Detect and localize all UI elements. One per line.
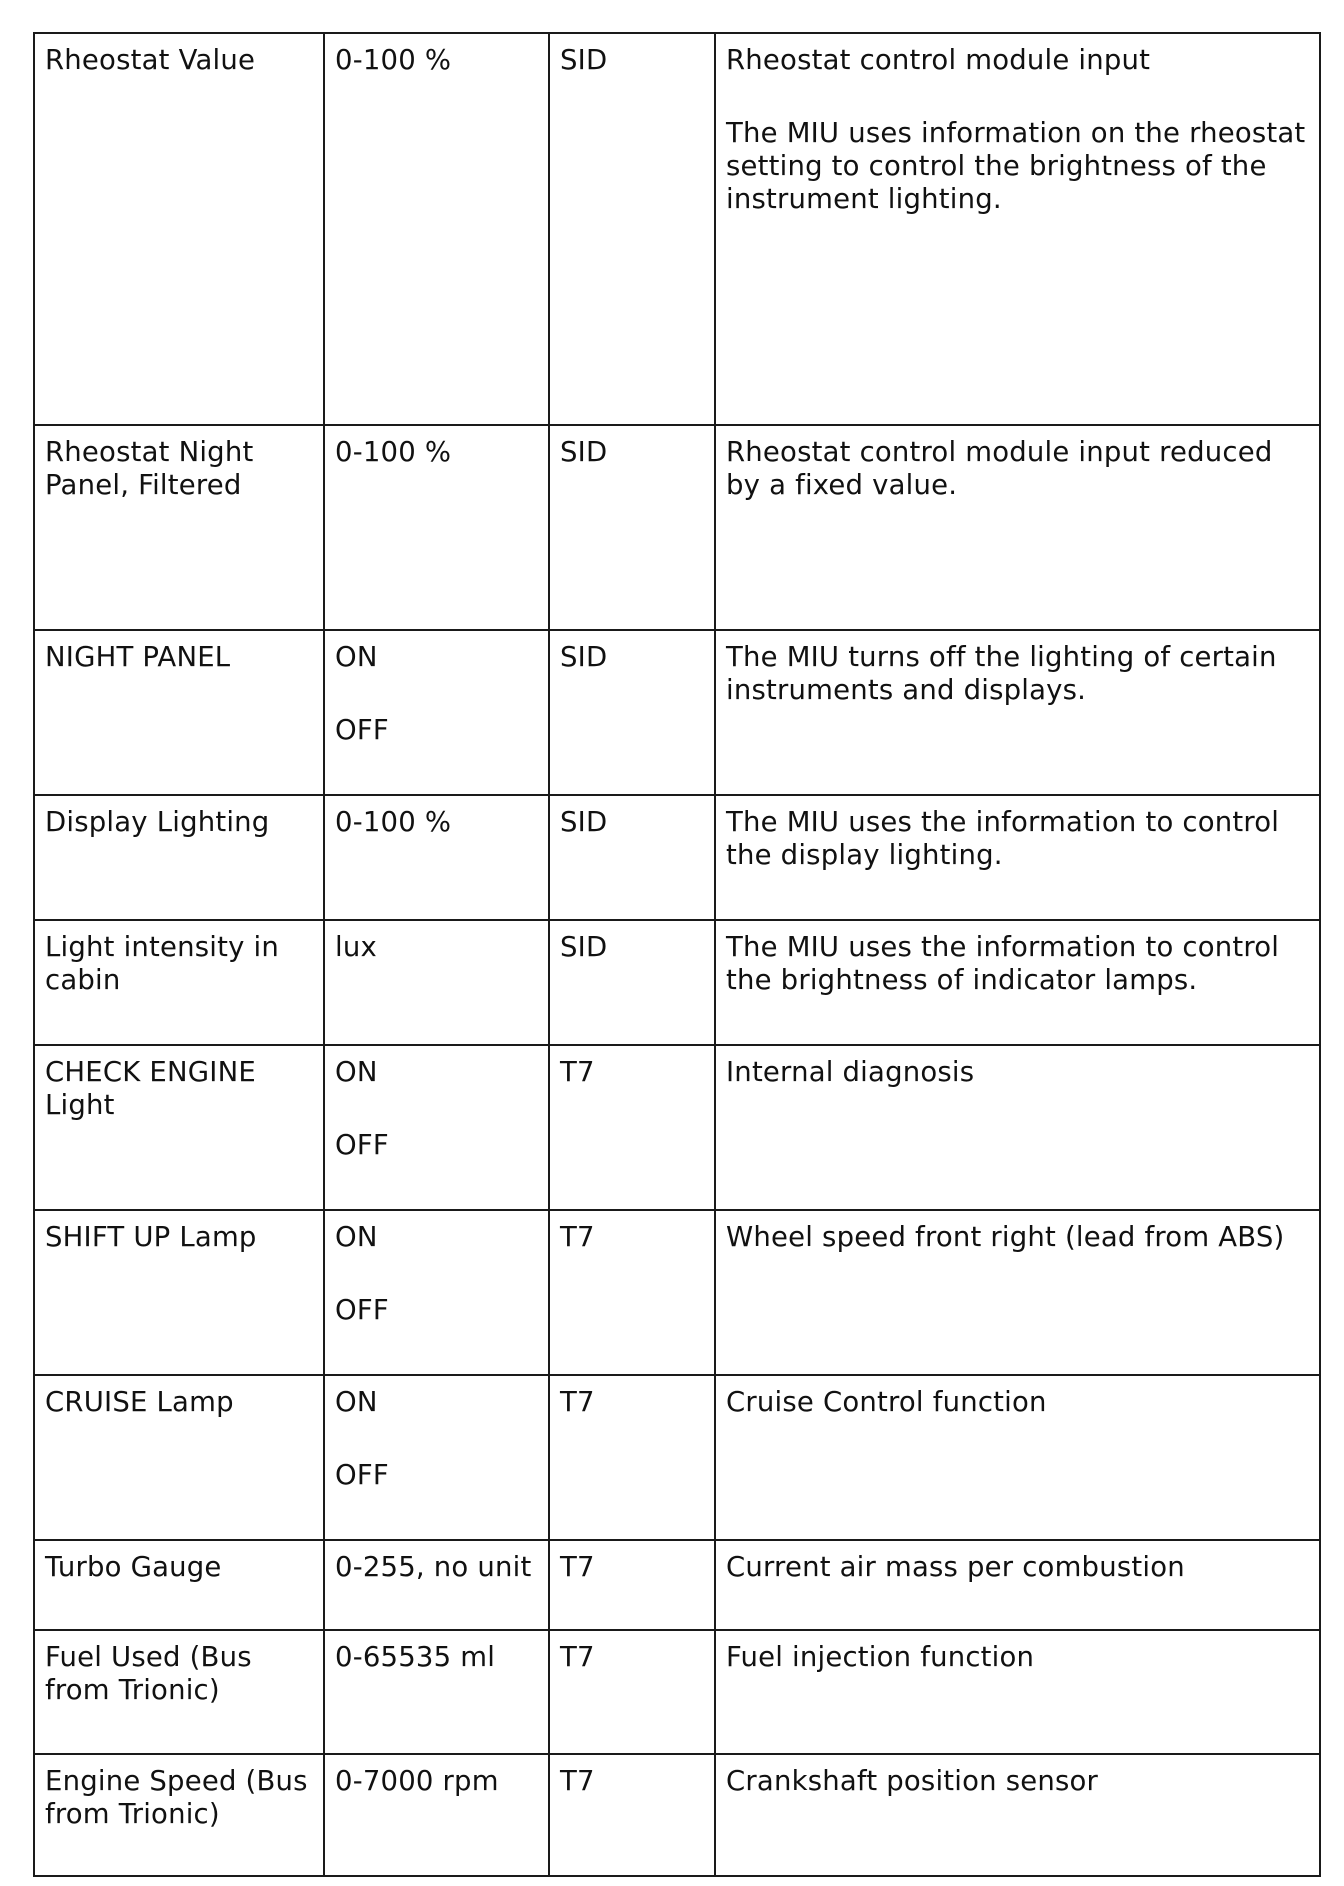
value-cell	[324, 1045, 549, 1210]
table-row	[34, 1045, 1320, 1210]
parameter-text: Rheostat Night Panel, Filtered	[45, 436, 254, 501]
description-cell	[715, 920, 1320, 1045]
parameter-text: NIGHT PANEL	[45, 641, 231, 673]
value-cell	[324, 425, 549, 630]
description-text: The MIU uses the information to control the display lighting.	[726, 806, 1280, 871]
signal-table	[33, 32, 1321, 1877]
parameter-text: CHECK ENGINE Light	[45, 1056, 256, 1121]
table-row	[34, 1210, 1320, 1375]
description-text: Rheostat control module input	[726, 44, 1151, 76]
parameter-cell	[34, 1630, 324, 1754]
parameter-cell	[34, 425, 324, 630]
parameter-text: Fuel Used (Bus from Trionic)	[45, 1641, 252, 1706]
table-row	[34, 920, 1320, 1045]
description-text: Internal diagnosis	[726, 1056, 975, 1088]
value-text: 0-100 %	[335, 44, 452, 76]
parameter-text: SHIFT UP Lamp	[45, 1221, 257, 1253]
source-cell	[549, 1630, 715, 1754]
source-text: SID	[560, 641, 608, 673]
description-cell	[715, 1754, 1320, 1876]
value-text: 0-7000 rpm	[335, 1765, 499, 1797]
source-cell	[549, 1540, 715, 1630]
parameter-text: Rheostat Value	[45, 44, 256, 76]
parameter-text: Display Lighting	[45, 806, 270, 838]
description-text: Crankshaft position sensor	[726, 1765, 1099, 1797]
parameter-cell	[34, 1540, 324, 1630]
description-text: Rheostat control module input reduced by a fixed value.	[726, 436, 1273, 501]
value-cell	[324, 1540, 549, 1630]
description-text: The MIU uses the information to control the brightness of indicator lamps.	[726, 931, 1280, 996]
description-cell	[715, 1210, 1320, 1375]
description-text: The MIU turns off the lighting of certain instruments and displays.	[726, 641, 1277, 706]
table-row	[34, 1754, 1320, 1876]
value-cell	[324, 1754, 549, 1876]
parameter-text: CRUISE Lamp	[45, 1386, 234, 1418]
value-cell	[324, 1630, 549, 1754]
source-text: T7	[560, 1551, 595, 1583]
source-text: SID	[560, 931, 608, 963]
table-row	[34, 1630, 1320, 1754]
source-cell	[549, 1210, 715, 1375]
description-text: Current air mass per combustion	[726, 1551, 1185, 1583]
description-cell	[715, 33, 1320, 425]
value-text: 0-65535 ml	[335, 1641, 496, 1673]
value-text: ON	[335, 641, 378, 673]
source-text: SID	[560, 806, 608, 838]
parameter-cell	[34, 1375, 324, 1540]
source-cell	[549, 1045, 715, 1210]
description-text: Wheel speed front right (lead from ABS)	[726, 1221, 1285, 1253]
source-cell	[549, 425, 715, 630]
parameter-cell	[34, 630, 324, 795]
table-row	[34, 425, 1320, 630]
table-row	[34, 1375, 1320, 1540]
table-row	[34, 630, 1320, 795]
value-text: OFF	[335, 714, 389, 746]
source-text: T7	[560, 1641, 595, 1673]
value-text: OFF	[335, 1294, 389, 1326]
value-text: ON	[335, 1221, 378, 1253]
description-cell	[715, 425, 1320, 630]
value-cell	[324, 920, 549, 1045]
document-sheet	[33, 32, 1321, 1877]
source-text: SID	[560, 436, 608, 468]
source-cell	[549, 1754, 715, 1876]
parameter-text: Turbo Gauge	[45, 1551, 222, 1583]
value-text: ON	[335, 1386, 378, 1418]
source-text: T7	[560, 1221, 595, 1253]
source-cell	[549, 795, 715, 920]
description-cell	[715, 1045, 1320, 1210]
source-text: T7	[560, 1765, 595, 1797]
source-text: T7	[560, 1056, 595, 1088]
description-text: The MIU uses information on the rheostat setting to control the brightness of the instrument lighting.	[726, 117, 1306, 215]
table-row	[34, 33, 1320, 425]
value-text: 0-100 %	[335, 436, 452, 468]
description-text: Cruise Control function	[726, 1386, 1047, 1418]
description-cell	[715, 1375, 1320, 1540]
value-text: 0-100 %	[335, 806, 452, 838]
source-cell	[549, 33, 715, 425]
value-text: OFF	[335, 1129, 389, 1161]
parameter-text: Engine Speed (Bus from Trionic)	[45, 1765, 308, 1830]
source-cell	[549, 920, 715, 1045]
source-cell	[549, 630, 715, 795]
source-cell	[549, 1375, 715, 1540]
parameter-text: Light intensity in cabin	[45, 931, 280, 996]
parameter-cell	[34, 1754, 324, 1876]
signal-table-body	[34, 33, 1320, 1876]
value-cell	[324, 795, 549, 920]
parameter-cell	[34, 795, 324, 920]
value-cell	[324, 1375, 549, 1540]
source-text: T7	[560, 1386, 595, 1418]
value-cell	[324, 630, 549, 795]
source-text: SID	[560, 44, 608, 76]
value-text: 0-255, no unit	[335, 1551, 532, 1583]
description-cell	[715, 1540, 1320, 1630]
parameter-cell	[34, 1045, 324, 1210]
description-cell	[715, 795, 1320, 920]
value-text: ON	[335, 1056, 378, 1088]
value-cell	[324, 1210, 549, 1375]
table-row	[34, 1540, 1320, 1630]
parameter-cell	[34, 33, 324, 425]
description-text: Fuel injection function	[726, 1641, 1035, 1673]
value-cell	[324, 33, 549, 425]
parameter-cell	[34, 1210, 324, 1375]
value-text: lux	[335, 931, 377, 963]
parameter-cell	[34, 920, 324, 1045]
description-cell	[715, 630, 1320, 795]
table-row	[34, 795, 1320, 920]
value-text: OFF	[335, 1459, 389, 1491]
description-cell	[715, 1630, 1320, 1754]
